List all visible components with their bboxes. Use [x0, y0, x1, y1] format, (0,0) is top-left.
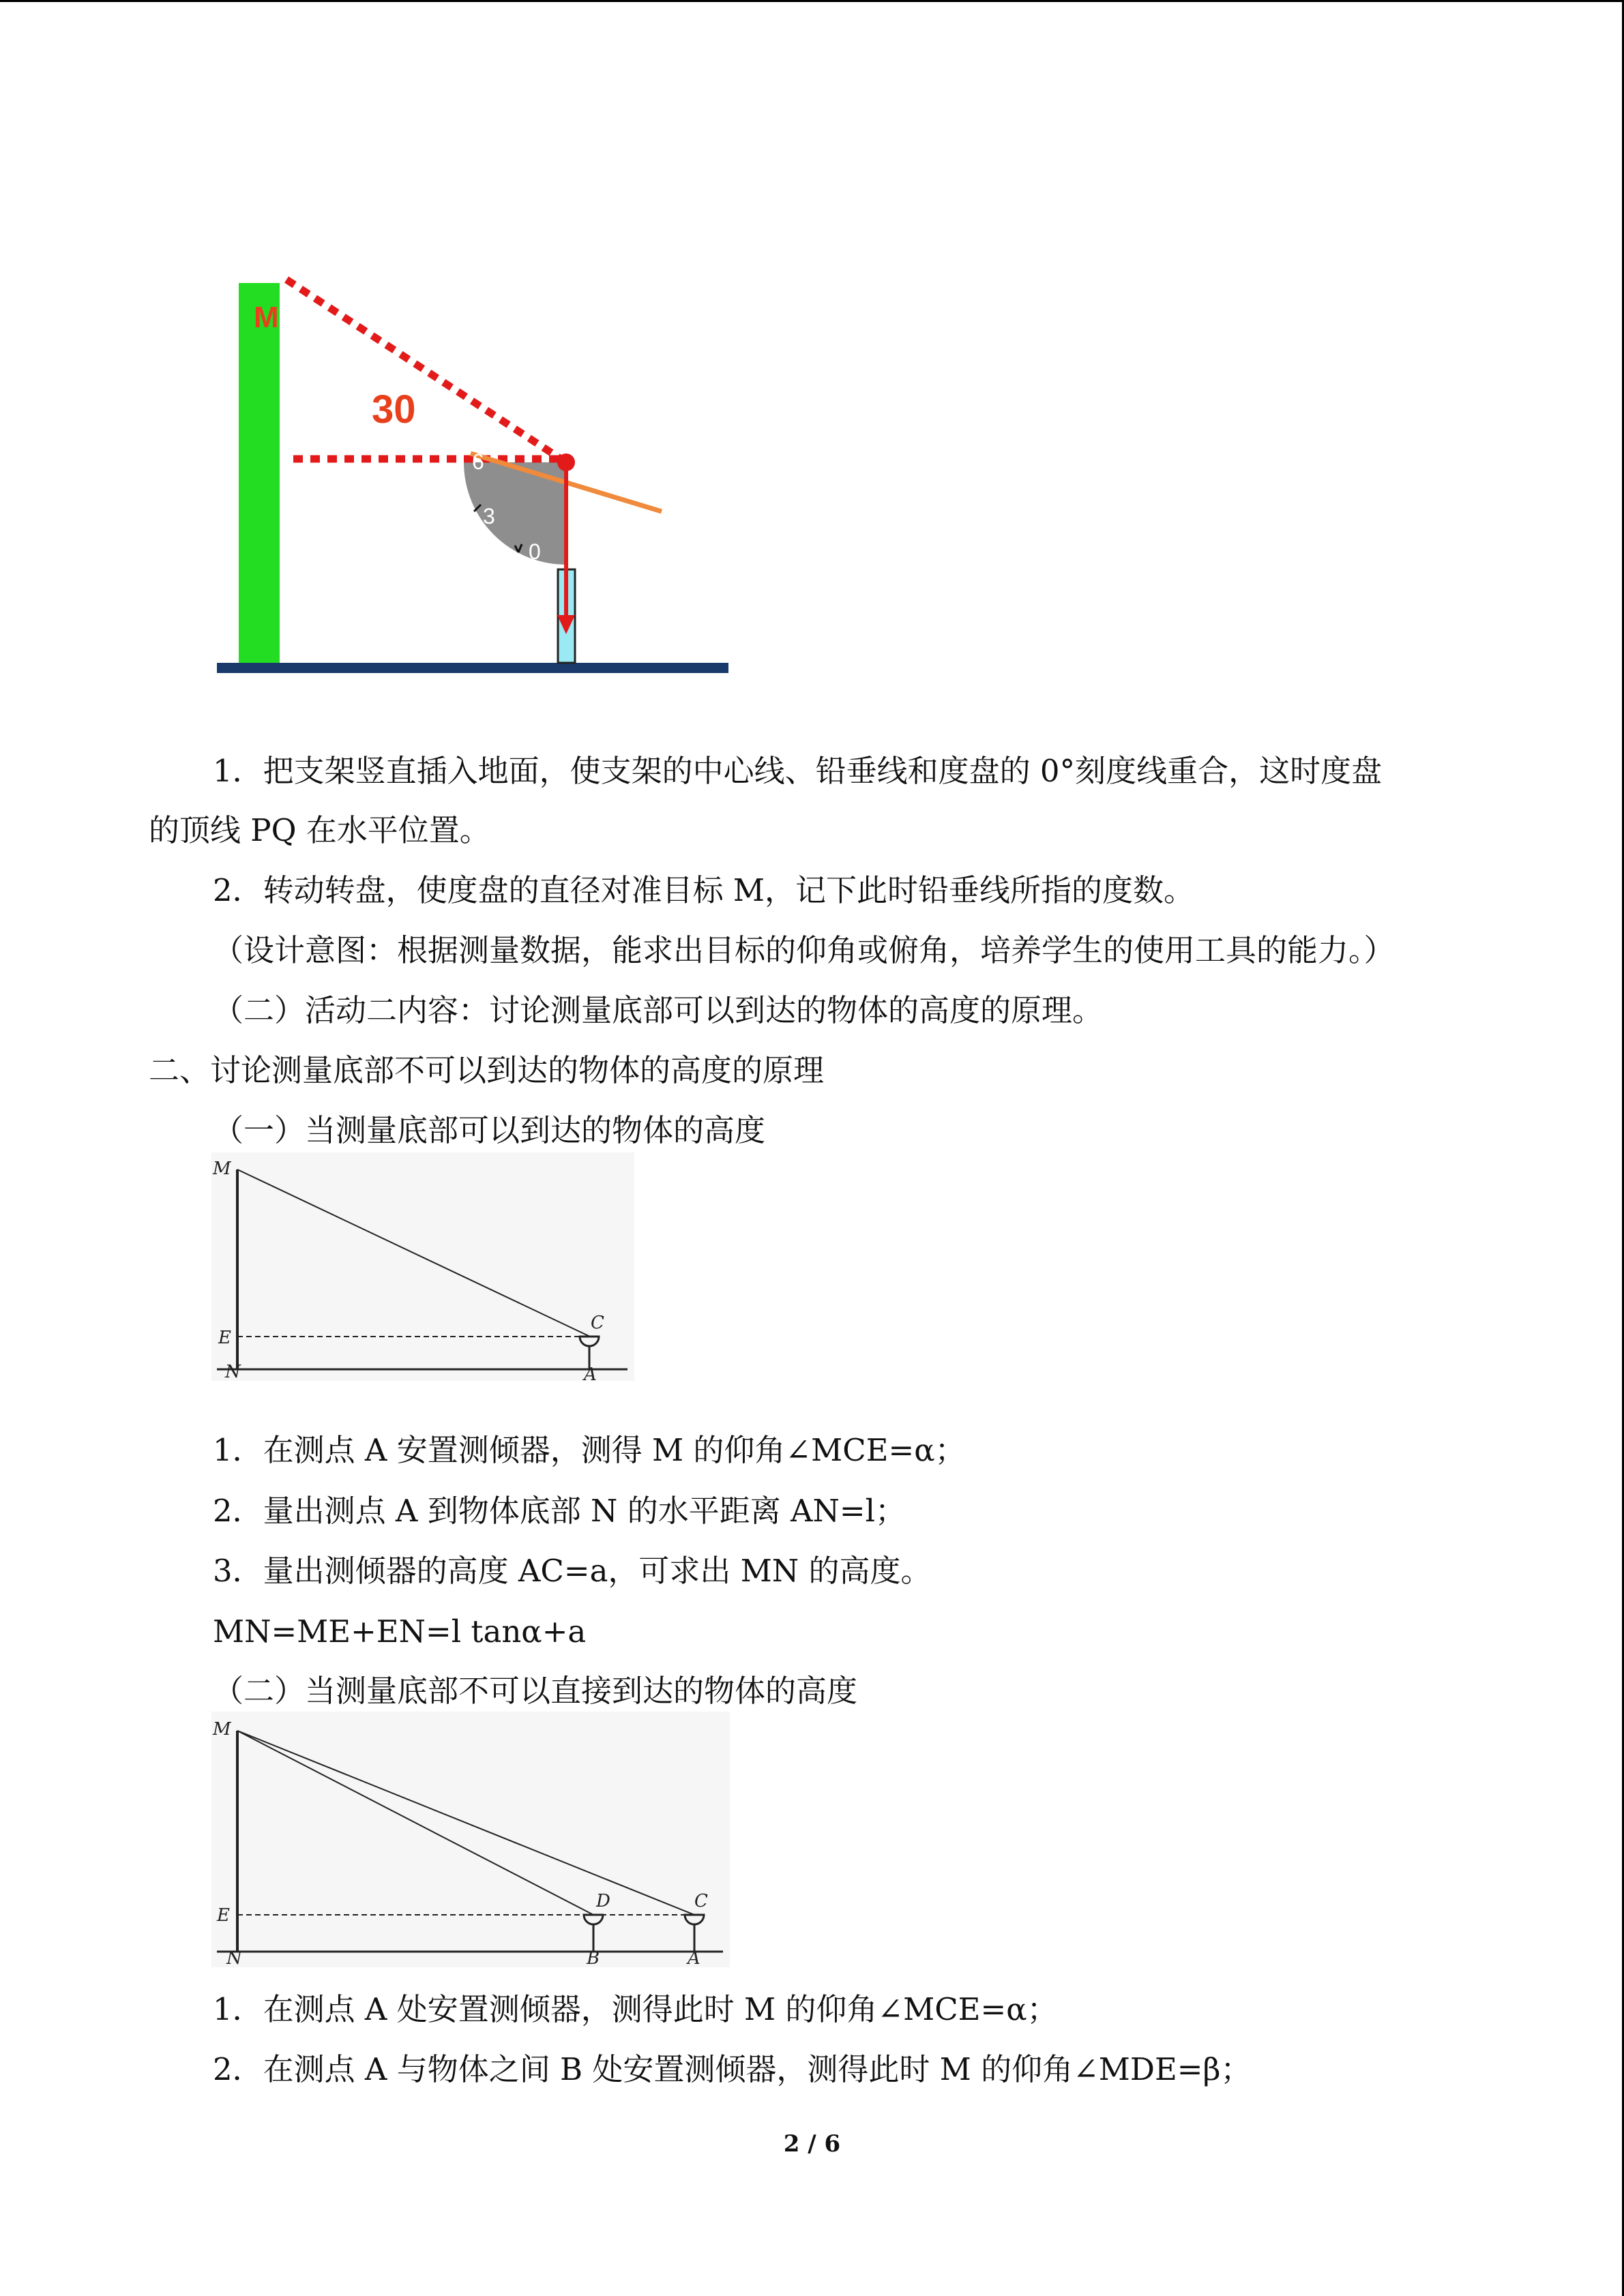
- label-a: A: [688, 1948, 700, 1969]
- unreachable-base-figure: [205, 1712, 737, 1971]
- label-c: C: [591, 1313, 604, 1333]
- subsection-heading-1: （一）当测量底部可以到达的物体的高度: [213, 1112, 766, 1148]
- paragraph-3: （设计意图：根据测量数据，能求出目标的仰角或俯角，培养学生的使用工具的能力。）: [213, 932, 1395, 968]
- label-m: M: [213, 1159, 231, 1179]
- reachable-base-figure: [205, 1152, 641, 1384]
- page-number: 2 / 6: [783, 2130, 841, 2158]
- subsection-heading-2: （二）当测量底部不可以直接到达的物体的高度: [213, 1673, 858, 1709]
- paragraph-1-line2: 的顶线 PQ 在水平位置。: [149, 812, 490, 848]
- label-c: C: [694, 1891, 708, 1911]
- ground-line: [217, 663, 728, 673]
- green-pole: [239, 283, 280, 665]
- paragraph-1-line1: 1．把支架竖直插入地面，使支架的中心线、铅垂线和度盘的 0°刻度线重合，这时度盘: [213, 753, 1383, 789]
- step-1: 1．在测点 A 安置测倾器，测得 M 的仰角∠MCE=α；: [213, 1432, 966, 1468]
- step-3: 3．量出测倾器的高度 AC=a，可求出 MN 的高度。: [213, 1553, 932, 1589]
- label-b: B: [587, 1948, 600, 1969]
- paragraph-4: （二）活动二内容：讨论测量底部可以到达的物体的高度的原理。: [213, 992, 1104, 1028]
- label-e: E: [218, 1328, 231, 1348]
- label-a: A: [584, 1365, 597, 1384]
- dial-number: 3: [483, 504, 495, 528]
- dial-number: 3: [567, 543, 580, 568]
- top-border: [0, 0, 1624, 2]
- label-m: M: [213, 1719, 231, 1740]
- sight-line: [286, 280, 566, 462]
- step-2: 2．量出测点 A 到物体底部 N 的水平距离 AN=l；: [213, 1493, 906, 1529]
- paragraph-2: 2．转动转盘，使度盘的直径对准目标 M，记下此时铅垂线所指的度数。: [213, 872, 1195, 908]
- dial-number: 0: [529, 539, 541, 564]
- label-n: N: [226, 1948, 242, 1969]
- step-b2: 2．在测点 A 与物体之间 B 处安置测倾器，测得此时 M 的仰角∠MDE=β；: [213, 2051, 1252, 2087]
- dial-number: 6: [472, 449, 484, 474]
- label-n: N: [225, 1362, 241, 1382]
- angle-reading: 30: [372, 387, 416, 432]
- step-b1: 1．在测点 A 处安置测倾器，测得此时 M 的仰角∠MCE=α；: [213, 1991, 1058, 2027]
- pole-label-m: M: [254, 301, 279, 334]
- clinometer-figure: [205, 259, 750, 682]
- label-d: D: [596, 1891, 610, 1911]
- formula: MN=ME+EN=l tanα+a: [213, 1613, 587, 1650]
- section-heading: 二、讨论测量底部不可以到达的物体的高度的原理: [149, 1052, 825, 1088]
- label-e: E: [217, 1905, 230, 1926]
- dial-number: 9: [616, 524, 628, 549]
- dial-number: 9: [473, 413, 485, 438]
- dial-number: 6: [591, 538, 604, 563]
- pivot-point: [557, 453, 575, 471]
